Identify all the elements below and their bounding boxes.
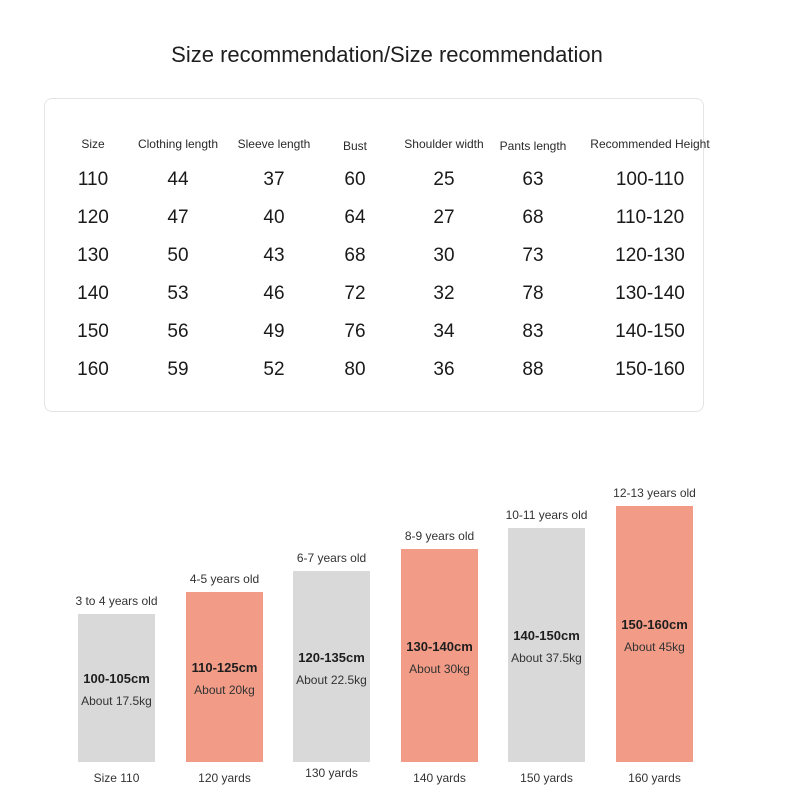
table-cell: 27 xyxy=(433,207,455,228)
table-cell: 150 xyxy=(77,321,109,342)
table-cell: 72 xyxy=(344,283,366,304)
height-range-label: 150-160cm xyxy=(621,617,688,632)
size-bar xyxy=(293,571,370,762)
table-cell: 140 xyxy=(77,283,109,304)
table-cell: 60 xyxy=(344,169,366,190)
table-cell: 25 xyxy=(433,169,455,190)
weight-label: About 22.5kg xyxy=(296,672,367,687)
table-cell: 68 xyxy=(344,245,366,266)
size-label: 120 yards xyxy=(198,771,251,785)
age-label: 3 to 4 years old xyxy=(75,594,158,608)
weight-label: About 20kg xyxy=(194,683,255,697)
size-bar xyxy=(186,592,263,762)
table-cell: 34 xyxy=(433,321,455,342)
size-bar xyxy=(401,549,478,762)
height-range-label: 130-140cm xyxy=(406,638,473,654)
height-range-label: 120-135cm xyxy=(298,649,365,665)
size-table xyxy=(44,98,710,412)
table-header-cell: Bust xyxy=(342,139,368,153)
table-header-cell: Recommended Height xyxy=(590,137,710,151)
table-cell: 150-160 xyxy=(615,359,685,380)
table-header-cell: Sleeve length xyxy=(237,137,311,151)
table-cell: 37 xyxy=(263,169,285,190)
size-label: 130 yards xyxy=(305,766,358,780)
table-cell: 52 xyxy=(263,359,285,380)
page-title: Size recommendation/Size recommendation xyxy=(171,42,603,67)
table-cell: 160 xyxy=(77,359,109,380)
table-cell: 36 xyxy=(433,359,455,380)
weight-label: About 17.5kg xyxy=(81,694,152,708)
table-cell: 140-150 xyxy=(615,321,685,342)
table-cell: 100-110 xyxy=(615,169,685,190)
table-cell: 46 xyxy=(263,283,285,304)
size-bar xyxy=(616,506,693,762)
table-cell: 120-130 xyxy=(615,245,685,266)
table-cell: 110 xyxy=(77,169,109,190)
table-cell: 64 xyxy=(344,207,366,228)
table-cell: 53 xyxy=(167,283,189,304)
height-range-label: 110-125cm xyxy=(191,660,258,675)
table-cell: 78 xyxy=(522,283,544,304)
table-cell: 110-120 xyxy=(615,207,685,228)
table-cell: 130 xyxy=(77,245,109,266)
table-cell: 32 xyxy=(433,283,455,304)
table-cell: 47 xyxy=(167,207,189,228)
weight-label: About 30kg xyxy=(409,661,470,676)
height-range-label: 100-105cm xyxy=(83,671,150,686)
table-cell: 40 xyxy=(263,207,285,228)
table-cell: 73 xyxy=(522,245,544,266)
table-cell: 63 xyxy=(522,169,544,190)
table-header-cell: Pants length xyxy=(499,139,567,153)
size-bar xyxy=(78,614,155,762)
age-label: 8-9 years old xyxy=(404,529,475,543)
table-cell: 56 xyxy=(167,321,189,342)
height-range-label: 140-150cm xyxy=(513,628,580,643)
table-cell: 76 xyxy=(344,321,366,342)
size-label: Size 110 xyxy=(93,771,140,785)
table-header-cell: Size xyxy=(81,137,105,151)
table-cell: 68 xyxy=(522,207,544,228)
table-cell: 30 xyxy=(433,245,455,266)
table-cell: 43 xyxy=(263,245,285,266)
age-label: 6-7 years old xyxy=(296,551,367,565)
table-cell: 50 xyxy=(167,245,189,266)
weight-label: About 37.5kg xyxy=(511,651,582,665)
weight-label: About 45kg xyxy=(624,640,685,654)
table-header-cell: Clothing length xyxy=(137,137,219,151)
size-label: 140 yards xyxy=(413,771,466,785)
table-cell: 44 xyxy=(167,169,189,190)
size-label: 150 yards xyxy=(520,771,573,785)
table-cell: 49 xyxy=(263,321,285,342)
age-label: 10-11 years old xyxy=(505,508,588,522)
age-label: 4-5 years old xyxy=(189,572,260,586)
table-cell: 88 xyxy=(522,359,544,380)
table-cell: 59 xyxy=(167,359,189,380)
age-label: 12-13 years old xyxy=(613,486,696,500)
table-cell: 130-140 xyxy=(615,283,685,304)
table-cell: 83 xyxy=(522,321,544,342)
table-header-cell: Shoulder width xyxy=(404,137,484,151)
table-cell: 120 xyxy=(77,207,109,228)
size-bar xyxy=(508,528,585,762)
size-label: 160 yards xyxy=(628,771,681,785)
table-cell: 80 xyxy=(344,359,366,380)
